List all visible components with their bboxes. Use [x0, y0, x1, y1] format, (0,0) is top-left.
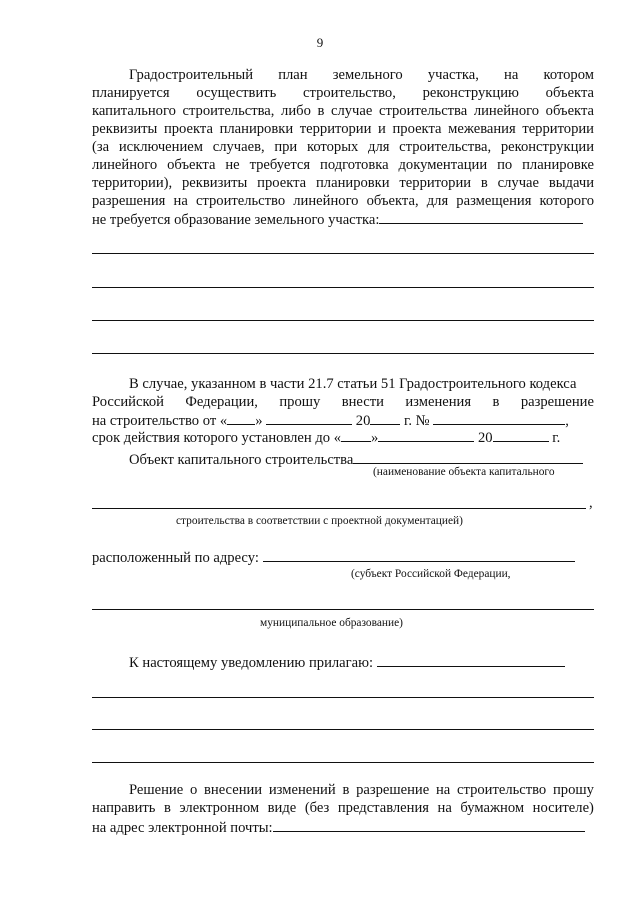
decision-word-1: Решение — [129, 782, 184, 798]
address-row — [92, 547, 575, 567]
decision-word-14: (без — [304, 800, 330, 816]
plan-line-1-w2: план — [278, 67, 308, 83]
plan-line-7: территории), реквизиты проекта планировки территории в случае выдачи — [92, 175, 594, 191]
case-line-4 — [92, 427, 560, 447]
decision-word-7: на — [435, 782, 451, 798]
plan-line-1-w1: Градостроительный — [129, 67, 254, 83]
decision-word-15: представления — [337, 800, 429, 816]
plan-line-8: разрешения на строительство линейного объекта, для размещения которого — [92, 193, 594, 209]
permit-quote-close: » — [255, 413, 263, 429]
case-word-2: Федерации, — [185, 394, 258, 410]
case-word-5: изменения — [405, 394, 472, 410]
case-line-1: В случае, указанном в части 21.7 статьи 51 Градостроительного кодекса — [129, 376, 577, 392]
validity-year-prefix: 20 — [478, 430, 493, 446]
plan-line-6: линейного объекта не требуется подготовка документации по планировке — [92, 157, 594, 173]
decision-word-5: в — [342, 782, 350, 798]
decision-word-12: электронном — [179, 800, 260, 816]
validity-month-field[interactable] — [378, 427, 474, 442]
attach-row — [129, 652, 565, 672]
attach-label: К настоящему уведомлению прилагаю: — [129, 655, 374, 671]
attach-blank-line-2[interactable] — [92, 729, 594, 730]
decision-line-1 — [129, 781, 594, 799]
plan-line-1-w5: на — [504, 67, 519, 83]
decision-word-3: внесении — [204, 782, 263, 798]
plan-line-9 — [92, 209, 583, 229]
decision-word-9: прошу — [552, 782, 594, 798]
decision-word-8: строительство — [457, 782, 547, 798]
attach-blank-line-1[interactable] — [92, 697, 594, 698]
address-field[interactable] — [263, 547, 575, 562]
case-word-6: в — [492, 394, 500, 410]
plan-blank-field[interactable] — [379, 209, 583, 224]
decision-word-6: разрешение — [356, 782, 430, 798]
plan-line-1-w3: земельного — [332, 67, 403, 83]
validity-year-field[interactable] — [493, 427, 549, 442]
permit-comma: , — [565, 413, 569, 429]
address-blank-line[interactable] — [92, 609, 594, 610]
case-word-3: прошу — [279, 394, 321, 410]
case-line-2 — [92, 393, 594, 411]
address-label: расположенный по адресу: — [92, 550, 259, 566]
case-word-7: разрешение — [520, 394, 594, 410]
address-caption-2: муниципальное образование) — [260, 617, 403, 629]
permit-date-prefix: на строительство от « — [92, 413, 228, 429]
object-name-field[interactable] — [353, 449, 583, 464]
plan-line-1-w4: участка, — [427, 67, 479, 83]
decision-word-4: изменений — [268, 782, 336, 798]
decision-word-13: виде — [267, 800, 297, 816]
permit-month-field[interactable] — [266, 410, 352, 425]
plan-blank-line-3[interactable] — [92, 320, 594, 321]
decision-word-2: о — [189, 782, 198, 798]
decision-line-3 — [92, 817, 585, 837]
object-comma: , — [589, 495, 593, 511]
plan-line-4: реквизиты проекта планировки территории и проекта межевания территории — [92, 121, 594, 137]
validity-quote-close: » — [371, 430, 379, 446]
case-word-1: Российской — [92, 394, 164, 410]
case-word-4: внести — [341, 394, 384, 410]
email-field[interactable] — [273, 817, 585, 832]
object-blank-line[interactable] — [92, 508, 586, 509]
permit-year-prefix: 20 — [355, 413, 371, 429]
plan-line-2: планируется осуществить строительство, реконструкцию объекта — [92, 85, 594, 101]
decision-word-16: на — [437, 800, 452, 816]
object-label: Объект капитального строительства — [129, 452, 354, 468]
plan-blank-line-1[interactable] — [92, 253, 594, 254]
plan-blank-line-4[interactable] — [92, 353, 594, 354]
permit-day-field[interactable] — [227, 410, 255, 425]
decision-word-10: направить — [92, 800, 156, 816]
permit-year-field[interactable] — [370, 410, 400, 425]
address-caption-1: (субъект Российской Федерации, — [351, 568, 511, 580]
email-label: на адрес электронной почты: — [92, 820, 273, 836]
decision-word-17: бумажном — [460, 800, 525, 816]
permit-number-field[interactable] — [433, 410, 565, 425]
attach-blank-line-3[interactable] — [92, 762, 594, 763]
decision-word-18: носителе) — [532, 800, 594, 816]
permit-number-label: г. № — [404, 413, 430, 429]
plan-last-line-text: не требуется образование земельного участка: — [92, 212, 380, 228]
validity-day-field[interactable] — [341, 427, 371, 442]
decision-word-11: в — [163, 800, 171, 816]
object-caption-1: (наименование объекта капитального — [373, 466, 555, 478]
decision-line-2 — [92, 799, 594, 817]
plan-line-1 — [129, 66, 594, 84]
object-caption-2: строительства в соответствии с проектной документацией) — [176, 515, 463, 527]
plan-line-1-w6: котором — [543, 67, 594, 83]
validity-prefix: срок действия которого установлен до « — [92, 430, 342, 446]
validity-year-suffix: г. — [552, 430, 561, 446]
attach-field[interactable] — [377, 652, 565, 667]
plan-line-5: (за исключением случаев, при которых для строительства, реконструкции — [92, 139, 594, 155]
plan-line-3: капитального строительства, либо в случае строительства линейного объекта — [92, 103, 594, 119]
plan-blank-line-2[interactable] — [92, 287, 594, 288]
page-number: 9 — [316, 35, 324, 50]
